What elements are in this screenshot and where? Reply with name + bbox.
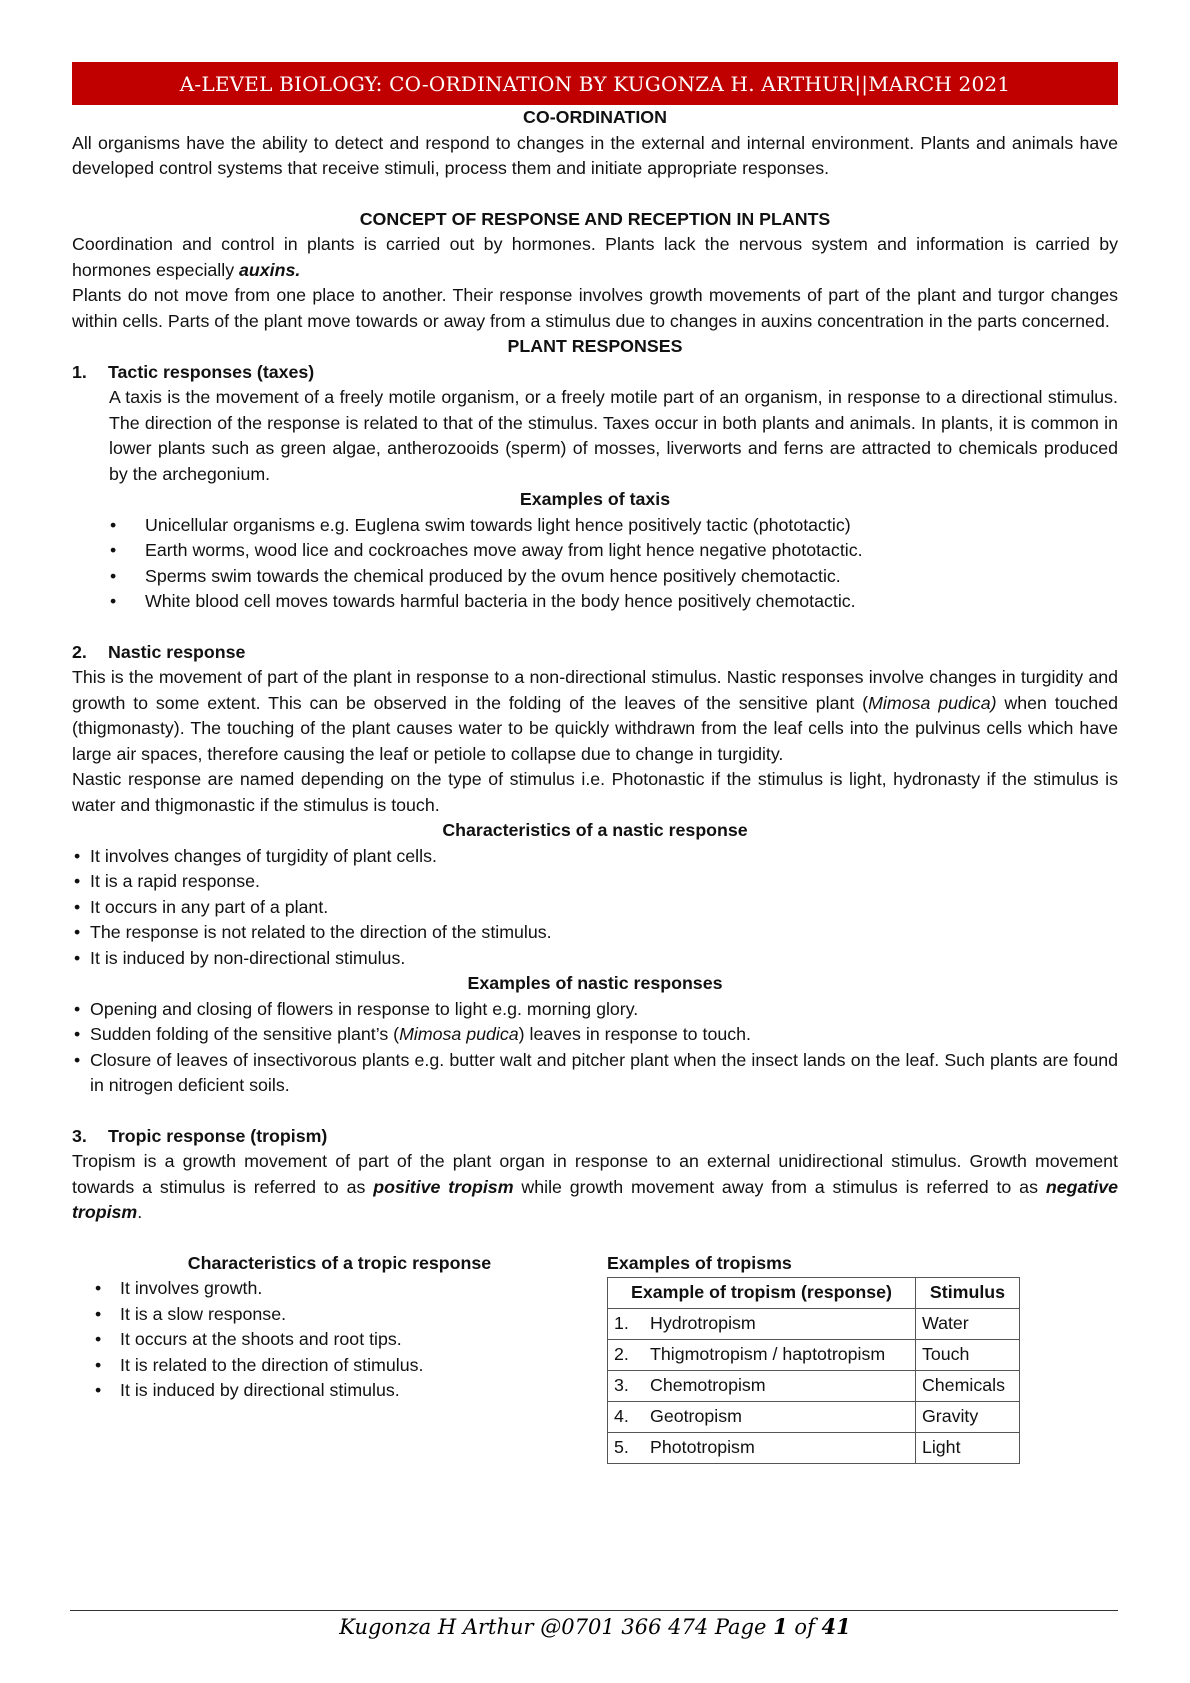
table-row: 5. Phototropism Light xyxy=(608,1433,1020,1464)
tropic-paragraph: Tropism is a growth movement of part of the plant organ in response to an external unidirectional stimulus. Growth movement towards a stimulus is referred to as positive tropism while growth movement away from a stimulus is referred to as negative tropism. xyxy=(72,1151,1118,1222)
list-item: • Opening and closing of flowers in response to light e.g. morning glory. xyxy=(72,997,1118,1023)
list-item: • Sudden folding of the sensitive plant’s (Mimosa pudica) leaves in response to touch. xyxy=(72,1022,1118,1048)
auxins-emphasis: auxins. xyxy=(239,259,301,280)
list-item: • It is related to the direction of stimulus. xyxy=(72,1353,607,1379)
list-item: • The response is not related to the direction of the stimulus. xyxy=(72,920,1118,946)
nastic-characteristics-list xyxy=(72,844,1118,972)
list-item: • Earth worms, wood lice and cockroaches move away from light hence negative phototactic. xyxy=(72,538,1118,564)
table-row: 2. Thigmotropism / haptotropism Touch xyxy=(608,1340,1020,1371)
nastic-characteristics-heading: Characteristics of a nastic response xyxy=(442,820,748,840)
header-banner: A-LEVEL BIOLOGY: CO-ORDINATION BY KUGONZA H. ARTHUR||MARCH 2021 xyxy=(72,62,1118,105)
taxis-examples-heading: Examples of taxis xyxy=(519,489,671,509)
table-row: 1. Hydrotropism Water xyxy=(608,1309,1020,1340)
table-row: 4. Geotropism Gravity xyxy=(608,1402,1020,1433)
table-header-row xyxy=(608,1278,1020,1309)
list-item: • It is a rapid response. xyxy=(72,869,1118,895)
list-item: • It involves growth. xyxy=(72,1276,607,1302)
tropism-table xyxy=(607,1277,1020,1464)
list-item: • Unicellular organisms e.g. Euglena swim towards light hence positively tactic (phototactic) xyxy=(72,513,1118,539)
taxis-examples-list xyxy=(72,513,1118,615)
list-item: • Sperms swim towards the chemical produced by the ovum hence positively chemotactic. xyxy=(72,564,1118,590)
nastic-paragraph-2: Nastic response are named depending on the type of stimulus i.e. Photonastic if the stimulus is light, hydronasty if the stimulus is water and thigmonastic if the stimulus is touch. xyxy=(72,769,1118,815)
concept-paragraph-2: Plants do not move from one place to another. Their response involves growth movements of part of the plant and turgor changes within cells. Parts of the plant move towards or away from a stimulus due to changes in auxins concentration in the parts concerned. xyxy=(72,285,1118,331)
tropic-characteristics-heading: Characteristics of a tropic response xyxy=(187,1252,492,1273)
tropism-table-heading: Examples of tropisms xyxy=(607,1252,792,1273)
nastic-examples-heading: Examples of nastic responses xyxy=(467,973,723,993)
list-item: • It occurs in any part of a plant. xyxy=(72,895,1118,921)
list-item: • It involves changes of turgidity of plant cells. xyxy=(72,844,1118,870)
list-item: • It is a slow response. xyxy=(72,1302,607,1328)
tropic-characteristics-list xyxy=(72,1276,607,1404)
taxis-paragraph: A taxis is the movement of a freely motile organism, or a freely motile part of an organism, in response to a directional stimulus. The direction of the response is related to that of the stimulus. Taxes occur in both plants and animals. In plants, it is common in lower plants such as green algae, antherozooids (sperm) of mosses, liverworts and ferns are attracted to chemicals produced by the archegonium. xyxy=(109,387,1118,484)
list-item: • It occurs at the shoots and root tips. xyxy=(72,1327,607,1353)
list-item: • It is induced by non-directional stimulus. xyxy=(72,946,1118,972)
list-item: • It is induced by directional stimulus. xyxy=(72,1378,607,1404)
table-header: Example of tropism (response) xyxy=(608,1278,916,1309)
document-page xyxy=(72,62,1118,1464)
list-item: • Closure of leaves of insectivorous plants e.g. butter walt and pitcher plant when the insect lands on the leaf. Such plants are found in nitrogen deficient soils. xyxy=(72,1048,1118,1099)
list-item: • White blood cell moves towards harmful bacteria in the body hence positively chemotactic. xyxy=(72,589,1118,615)
concept-heading: CONCEPT OF RESPONSE AND RECEPTION IN PLANTS xyxy=(359,208,831,229)
taxis-heading: 1. Tactic responses (taxes) xyxy=(72,361,315,382)
nastic-heading: 2. Nastic response xyxy=(72,641,246,662)
tropism-examples-column xyxy=(607,1251,1118,1465)
page-title: CO-ORDINATION xyxy=(523,107,667,127)
concept-paragraph-1: Coordination and control in plants is carried out by hormones. Plants lack the nervous system and information is carried by hormones especially auxins. xyxy=(72,234,1118,280)
plant-responses-heading: PLANT RESPONSES xyxy=(507,336,683,356)
table-row: 3. Chemotropism Chemicals xyxy=(608,1371,1020,1402)
intro-paragraph: All organisms have the ability to detect and respond to changes in the external and internal environment. Plants and animals have developed control systems that receive stimuli, process them and initiate appropriate responses. xyxy=(72,132,1118,178)
page-footer: Kugonza H Arthur @0701 366 474 Page 1 of 41 xyxy=(339,1614,851,1639)
table-header: Stimulus xyxy=(915,1278,1019,1309)
tropic-heading: 3. Tropic response (tropism) xyxy=(72,1125,328,1146)
nastic-examples-list xyxy=(72,997,1118,1099)
page-number: 1 xyxy=(773,1614,788,1639)
footer-divider xyxy=(70,1610,1118,1611)
page-total: 41 xyxy=(821,1614,851,1639)
tropic-characteristics-column xyxy=(72,1251,607,1465)
nastic-paragraph-1: This is the movement of part of the plant in response to a non-directional stimulus. Nastic responses involve changes in turgidity and growth to some extent. This can be observed in the folding of the leaves of the sensitive plant (Mimosa pudica) when touched (thigmonasty). The touching of the plant causes water to be quickly withdrawn from the leaf cells into the pulvinus cells which have large air spaces, therefore causing the leaf or petiole to collapse due to change in turgidity. xyxy=(72,667,1118,764)
